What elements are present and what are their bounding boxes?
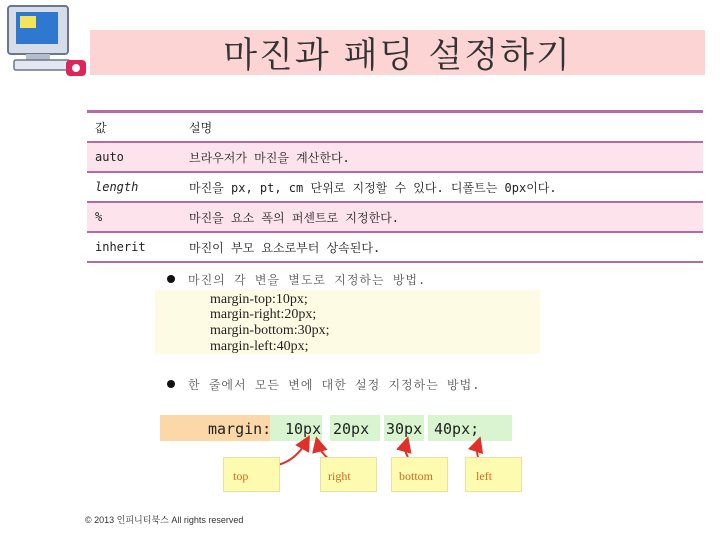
code-line-bottom: margin-bottom:30px;: [210, 323, 330, 338]
row-value: auto: [87, 142, 181, 172]
row-value: length: [87, 172, 181, 202]
shorthand-top-value: 10px: [285, 420, 322, 438]
label-left: left: [476, 469, 492, 483]
code-line-right: margin-right:20px;: [210, 307, 317, 322]
code-line-left: margin-left:40px;: [210, 339, 309, 354]
row-description: 마진을 요소 폭의 퍼센트로 지정한다.: [181, 202, 703, 232]
shorthand-right-value: 20px: [333, 420, 370, 438]
header-description: 설명: [181, 112, 703, 143]
label-box-top: [223, 457, 280, 492]
shorthand-keyword: margin:: [208, 420, 272, 438]
code-line-top: margin-top:10px;: [210, 292, 308, 307]
row-value: inherit: [87, 232, 181, 262]
label-right: right: [328, 469, 351, 483]
row-description: 브라우저가 마진을 계산한다.: [181, 142, 703, 172]
label-box-left: [465, 457, 522, 492]
row-description: 마진을 px, pt, cm 단위로 지정할 수 있다. 디폴트는 0px이다.: [181, 172, 703, 202]
header-value: 값: [87, 112, 181, 143]
page-title: 마진과 패딩 설정하기: [223, 36, 572, 76]
copyright-footer: © 2013 인피니티북스 All rights reserved: [85, 515, 244, 525]
row-value: %: [87, 202, 181, 232]
label-top: top: [233, 469, 249, 483]
bullet-text-shorthand: 한 줄에서 모든 변에 대한 설정 지정하는 방법.: [188, 378, 481, 392]
bullet-text-separate: 마진의 각 변을 별도로 지정하는 방법.: [188, 273, 427, 287]
row-description: 마진이 부모 요소로부터 상속된다.: [181, 232, 703, 262]
shorthand-bottom-value: 30px: [386, 420, 423, 438]
arrow-top: [278, 442, 306, 465]
arrow-bottom: [405, 444, 408, 457]
shorthand-left-value: 40px;: [434, 420, 480, 438]
arrow-left: [477, 444, 478, 457]
label-bottom: bottom: [399, 469, 434, 483]
